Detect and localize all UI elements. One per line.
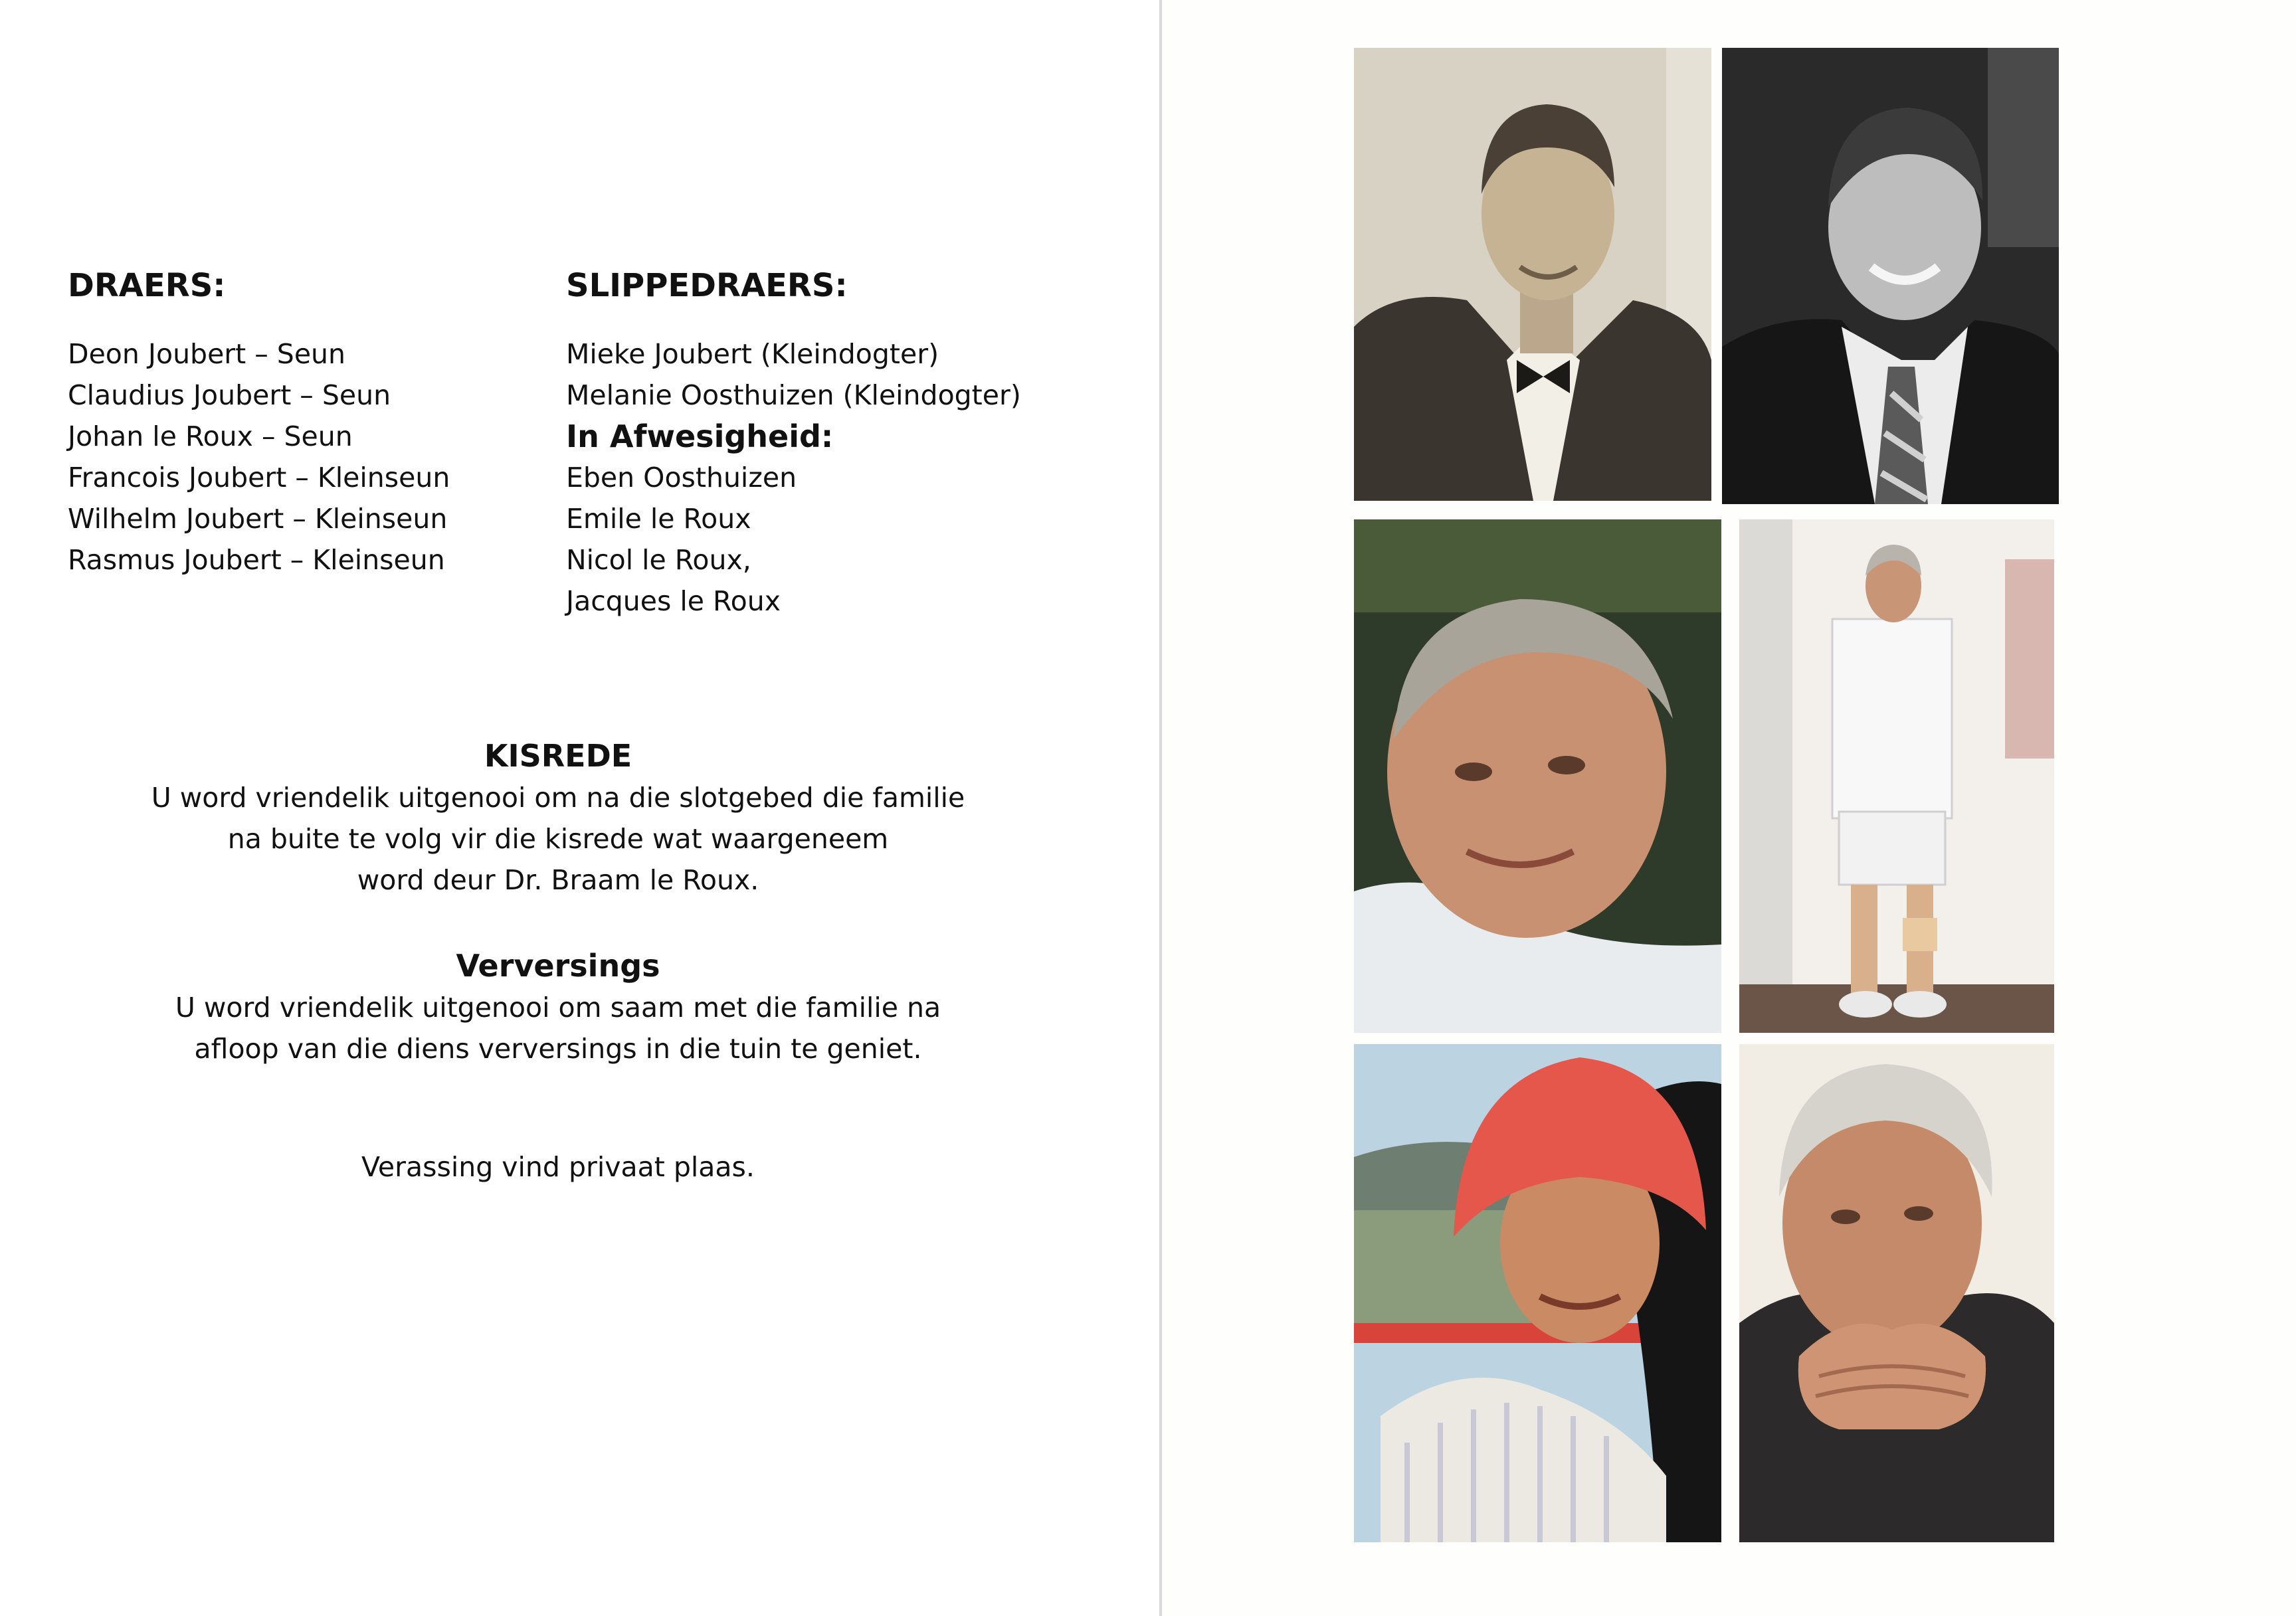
photo-man-in-suit (1722, 48, 2059, 504)
verassing-note: Verassing vind privaat plaas. (361, 1151, 755, 1183)
list-item: Melanie Oosthuizen (Kleindogter) (566, 379, 1021, 411)
list-item: Wilhelm Joubert – Kleinseun (68, 503, 448, 535)
photo-older-man-closeup (1354, 519, 1721, 1033)
slippedraers-heading: SLIPPEDRAERS: (566, 267, 848, 304)
list-item: Rasmus Joubert – Kleinseun (68, 544, 445, 576)
list-item: Eben Oosthuizen (566, 462, 797, 494)
verversings-line: U word vriendelik uitgenooi om saam met die familie na (175, 992, 941, 1024)
kisrede-line: U word vriendelik uitgenooi om na die slotgebed die familie (151, 782, 965, 814)
list-item: Deon Joubert – Seun (68, 338, 346, 370)
right-page (1162, 0, 2296, 1616)
verversings-line: afloop van die diens verversings in die tuin te geniet. (194, 1033, 922, 1065)
verversings-section (93, 944, 1023, 1069)
verassing-section (93, 1146, 1023, 1188)
photo-man-red-hat (1354, 1044, 1721, 1542)
list-item: Nicol le Roux, (566, 544, 751, 576)
list-item: Claudius Joubert – Seun (68, 379, 391, 411)
slippedraers-list (566, 333, 1021, 622)
photo-man-standing (1739, 519, 2054, 1033)
draers-list (68, 333, 450, 581)
verversings-title: Verversings (456, 948, 660, 984)
list-item: Francois Joubert – Kleinseun (68, 462, 450, 494)
kisrede-line: na buite te volg vir die kisrede wat waargeneem (227, 823, 889, 855)
list-item: Emile le Roux (566, 503, 751, 535)
list-item: Mieke Joubert (Kleindogter) (566, 338, 939, 370)
kisrede-section (93, 735, 1023, 901)
kisrede-title: KISREDE (484, 738, 632, 774)
draers-heading: DRAERS: (68, 267, 226, 304)
photo-young-man-bowtie (1354, 48, 1711, 501)
list-item: Jacques le Roux (566, 585, 781, 617)
kisrede-line: word deur Dr. Braam le Roux. (357, 864, 759, 896)
list-item: Johan le Roux – Seun (68, 420, 353, 452)
absent-heading: In Afwesigheid: (566, 418, 834, 454)
photo-elderly-man-hands-clasped (1739, 1044, 2054, 1542)
